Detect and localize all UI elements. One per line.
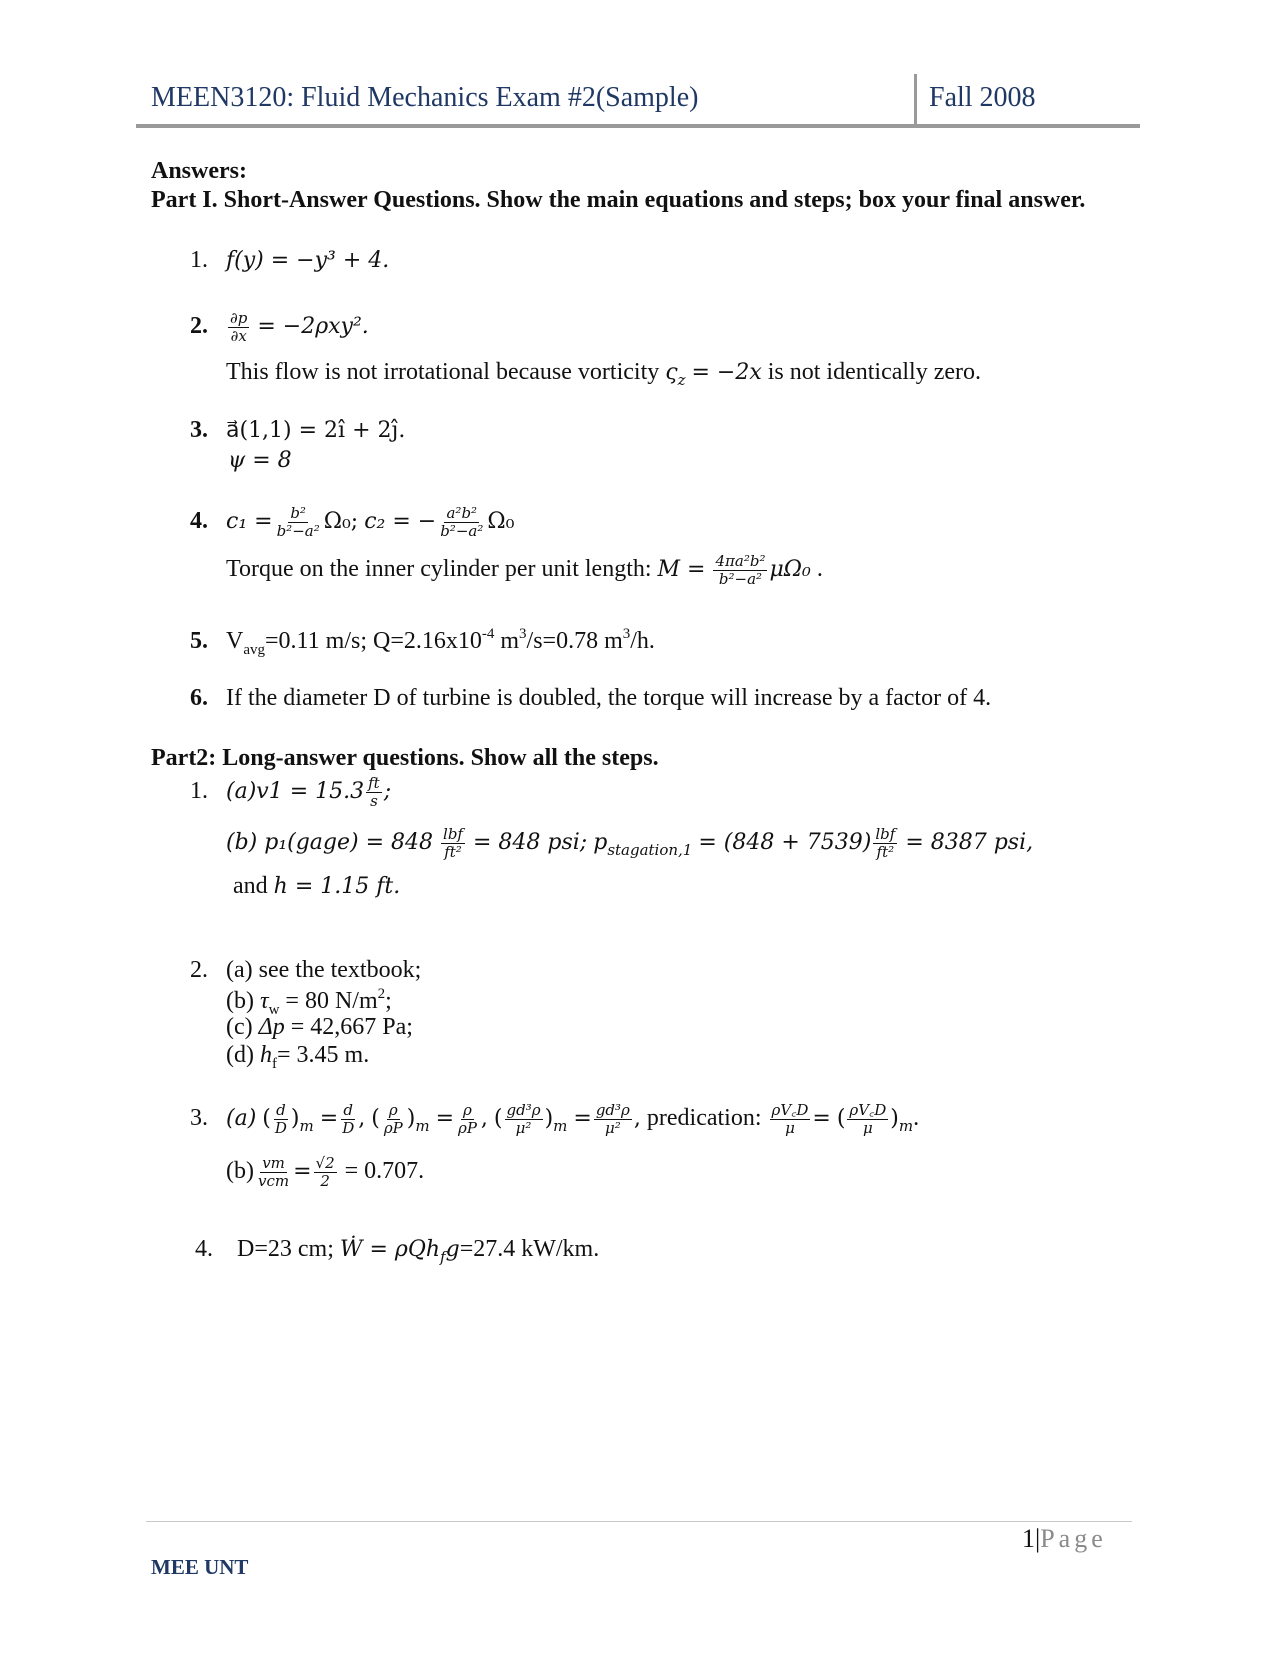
p1-q4-torque-end: . bbox=[816, 556, 823, 583]
header-rule bbox=[136, 124, 1140, 128]
p2-q3-g1-n: d bbox=[276, 1101, 286, 1119]
p1-q2-vort: ς bbox=[665, 360, 678, 385]
p1-q4-c1-denom: b²−a² bbox=[276, 522, 320, 540]
p2-q2-d-rest: = 3.45 m. bbox=[276, 1042, 370, 1068]
p2-q1-a-frac bbox=[366, 775, 382, 810]
p2-q3-g2r bbox=[456, 1102, 479, 1137]
p2-q3-m4: m bbox=[898, 1117, 914, 1136]
p2-q2-b-sup: 2 bbox=[377, 986, 386, 1002]
p1-q4-c1: c₁ = bbox=[226, 509, 273, 535]
p1-q2-equation: = −2ρxy². bbox=[257, 314, 369, 340]
p2-q3-g4 bbox=[770, 1102, 811, 1137]
page-number-value: 1 bbox=[1022, 1524, 1035, 1553]
page-word: Page bbox=[1040, 1524, 1107, 1553]
p2-q3-m2: m bbox=[415, 1117, 430, 1136]
p2-q4-w-g: g bbox=[445, 1237, 460, 1262]
document-title: MEEN3120: Fluid Mechanics Exam #2(Sample) bbox=[151, 82, 699, 113]
page-number-sep: | bbox=[1035, 1524, 1041, 1553]
p1-q4-number: 4. bbox=[190, 508, 208, 535]
p2-q2-c-sym: Δp bbox=[258, 1014, 285, 1040]
p2-q2-d-sub: f bbox=[271, 1056, 277, 1072]
p1-q5-number: 5. bbox=[190, 628, 208, 654]
p1-q6 bbox=[190, 684, 991, 713]
p2-q4-number: 4. bbox=[195, 1236, 213, 1262]
p1-q4-torque-sym: M = bbox=[657, 557, 706, 583]
p1-q5 bbox=[190, 625, 655, 659]
p2-q1-b-frac1 bbox=[441, 826, 465, 861]
p1-q5-v: V bbox=[226, 628, 244, 654]
p2-q3-g3 bbox=[505, 1102, 543, 1137]
p2-q2 bbox=[190, 956, 421, 985]
p1-q4-torque-denom: b²−a² bbox=[718, 570, 763, 588]
p2-q2-c-pre: (c) bbox=[226, 1014, 253, 1040]
p1-q5-cube2: 3 bbox=[622, 626, 631, 642]
p2-q3-g3r-n: gd³ρ bbox=[595, 1101, 630, 1119]
p2-q2-c bbox=[226, 1013, 413, 1042]
p1-q1-answer: f(y) = −y³ + 4. bbox=[226, 248, 390, 273]
p2-q3-b: (b) $\frac{vm}{\text{vcm}}$ = $\frac{√2}{2}$ = 0.707. bbox=[226, 1154, 425, 1190]
p1-q4-torque-frac bbox=[713, 553, 767, 588]
p1-q5-v-rest: =0.11 m/s; Q=2.16x10 bbox=[265, 628, 482, 654]
p1-q2-note bbox=[226, 358, 981, 389]
p2-q2-b-sym: τ bbox=[259, 988, 269, 1014]
document-term: Fall 2008 bbox=[929, 82, 1036, 113]
footer-rule bbox=[146, 1521, 1132, 1522]
p2-q1-c bbox=[233, 872, 400, 901]
p2-q1-a-denom: s bbox=[370, 792, 378, 810]
p2-q4-pre: D=23 cm; bbox=[237, 1236, 334, 1262]
p2-q3-g2r-d: ρP bbox=[458, 1119, 477, 1137]
p1-q4 bbox=[190, 505, 514, 540]
p1-q2-denom: ∂x bbox=[230, 327, 247, 345]
p1-q3 bbox=[190, 416, 405, 445]
p1-q4-c2: c₂ = − bbox=[364, 509, 437, 535]
p2-q1 bbox=[190, 775, 391, 810]
p1-q2-numer: ∂p bbox=[230, 309, 248, 327]
p2-q4 bbox=[195, 1235, 599, 1266]
p2-q1-b-mid: = 848 psi; bbox=[472, 830, 588, 856]
p1-q4-torque-tail: μΩ₀ bbox=[769, 557, 811, 583]
p2-q2-b-rest: = 80 N/m bbox=[279, 988, 378, 1014]
p2-q3-g1r-n: d bbox=[343, 1101, 353, 1119]
p2-q1-b-numer2: lbf bbox=[875, 825, 896, 843]
p2-q1-b-label: (b) p₁(gage) = 848 bbox=[226, 830, 434, 856]
p1-q4-torque-text: Torque on the inner cylinder per unit length: bbox=[226, 556, 652, 583]
p2-q3-g4-n: ρV꜀D bbox=[771, 1101, 809, 1119]
footer-org: MEE UNT bbox=[151, 1555, 249, 1579]
p2-q3-g3r bbox=[594, 1102, 632, 1137]
p2-q1-b-end: = 8387 psi, bbox=[905, 830, 1034, 856]
p1-q6-number: 6. bbox=[190, 685, 208, 711]
p2-q3-a-label: (a) bbox=[226, 1106, 257, 1132]
p2-q1-b-pstag-sub: stagation,1 bbox=[607, 841, 693, 860]
p2-q4-w-sub: f bbox=[440, 1248, 446, 1266]
p2-q3-g1r bbox=[340, 1102, 356, 1137]
p2-q3-g1 bbox=[273, 1102, 289, 1137]
p2-q1-b-denom: ft² bbox=[444, 843, 462, 861]
p2-q3-predication: predication: bbox=[646, 1105, 762, 1132]
p2-q3-b-label: (b) bbox=[226, 1158, 254, 1185]
p2-q3: 3. (a) ( $\frac{d}{D}$ )$_m$ = $\frac{d}{D}$ , ( $\frac{\rho}{\rho P}$ )$_m$ = $\frac{\rho}{\rho P}$ , ( $\frac{\text{gd³ρ}}{\text{μ²}}$ )$_m$ = $\frac{\text{gd³ρ}}{\text{μ²}}$ , predication: $\frac{\rho V꜀D}{\mu}$ = ( $\frac{\rho V꜀D}{\mu}$ )$_m$. bbox=[190, 1101, 920, 1137]
p1-q2-vort-value: = −2x bbox=[691, 360, 762, 385]
p1-q3-line1: a⃗(1,1) = 2î + 2ĵ. bbox=[226, 418, 406, 443]
p2-q3-b-d2: 2 bbox=[320, 1172, 330, 1190]
p1-q5-end: /h. bbox=[630, 628, 655, 654]
p1-q2-vort-sub: z bbox=[677, 371, 686, 389]
p1-q4-c2-tail: Ω₀ bbox=[487, 509, 515, 535]
p2-q3-number: 3. bbox=[190, 1105, 208, 1132]
p1-q4-c2-numer: a²b² bbox=[446, 504, 478, 522]
p1-q5-q-unit: m bbox=[494, 628, 520, 654]
p1-q1-number: 1. bbox=[190, 247, 208, 273]
p2-q3-g2-n: ρ bbox=[388, 1101, 398, 1119]
p2-q1-a-end: ; bbox=[383, 779, 392, 805]
p2-q2-b-end: ; bbox=[385, 988, 392, 1014]
part1-heading: Part I. Short-Answer Questions. Show the main equations and steps; box your final answer. bbox=[151, 187, 1086, 213]
p2-q1-c-eq: h = 1.15 ft. bbox=[273, 874, 401, 899]
p1-q4-c1-tail: Ω₀; bbox=[323, 509, 359, 535]
p2-q2-d bbox=[226, 1041, 369, 1073]
p1-q5-q-rest: /s=0.78 m bbox=[526, 628, 623, 654]
p2-q3-b-frac1 bbox=[256, 1155, 291, 1190]
p2-q3-g1r-d: D bbox=[342, 1119, 355, 1137]
part2-heading: Part2: Long-answer questions. Show all the steps. bbox=[151, 745, 659, 771]
p1-q6-answer: If the diameter D of turbine is doubled, the torque will increase by a factor of 4. bbox=[226, 685, 992, 711]
p2-q1-b-frac2 bbox=[873, 826, 897, 861]
p1-q4-c2-frac bbox=[438, 505, 485, 540]
p1-q4-torque-numer: 4πa²b² bbox=[715, 552, 766, 570]
p2-q3-g2r-n: ρ bbox=[463, 1101, 472, 1119]
p2-q1-a-numer: ft bbox=[368, 774, 380, 792]
p1-q4-c1-numer: b² bbox=[290, 504, 306, 522]
p1-q2-note-text: This flow is not irrotational because vorticity bbox=[226, 359, 660, 385]
p2-q3-b-n2: √2 bbox=[315, 1154, 335, 1172]
p1-q3-line2: ψ = 8 bbox=[228, 448, 292, 473]
p1-q5-cube: 3 bbox=[519, 626, 527, 642]
p2-q3-g4-d: μ bbox=[785, 1119, 795, 1137]
p2-q1-b-numer: lbf bbox=[443, 825, 463, 843]
p2-q3-b-n: vm bbox=[262, 1154, 285, 1172]
p2-q3-g4r-n: ρV꜀D bbox=[849, 1101, 887, 1119]
p2-q1-b-denom2: ft² bbox=[876, 843, 895, 861]
p1-q4-c1-frac bbox=[275, 505, 322, 540]
p1-q5-exp: -4 bbox=[481, 626, 495, 642]
p1-q3-line2-row bbox=[228, 446, 292, 475]
p2-q1-c-and: and bbox=[233, 873, 268, 899]
p1-q1 bbox=[190, 246, 389, 275]
p2-q3-g3-d: μ² bbox=[515, 1119, 532, 1137]
p2-q1-b bbox=[226, 826, 1033, 861]
p2-q3-g4r-d: μ bbox=[862, 1119, 873, 1137]
p2-q4-post: =27.4 kW/km. bbox=[459, 1236, 600, 1262]
p1-q2-number: 2. bbox=[190, 313, 208, 340]
p2-q3-m1: m bbox=[299, 1117, 314, 1136]
p2-q3-b-frac2 bbox=[314, 1155, 337, 1190]
p2-q2-b-pre: (b) bbox=[226, 988, 254, 1014]
p2-q3-g3-n: gd³ρ bbox=[506, 1101, 541, 1119]
page-number bbox=[1022, 1524, 1107, 1554]
p2-q2-number: 2. bbox=[190, 957, 208, 983]
p2-q2-b-sub: w bbox=[268, 1002, 280, 1018]
p1-q3-number: 3. bbox=[190, 417, 208, 443]
p2-q1-b-pstag: p bbox=[593, 830, 608, 856]
p2-q1-a: (a)v1 = 15.3 bbox=[226, 779, 365, 805]
p2-q3-b-d: vcm bbox=[257, 1172, 290, 1190]
p2-q3-g4r bbox=[847, 1102, 888, 1137]
p2-q1-b-eq: = (848 + 7539) bbox=[698, 830, 872, 856]
p1-q4-torque bbox=[226, 553, 823, 588]
p1-q2 bbox=[190, 310, 369, 345]
p2-q2-a: (a) see the textbook; bbox=[226, 957, 422, 983]
p2-q1-number: 1. bbox=[190, 778, 208, 805]
header-separator bbox=[914, 74, 917, 126]
p2-q3-g2-d: ρP bbox=[383, 1119, 403, 1137]
p2-q2-d-pre: (d) bbox=[226, 1042, 254, 1068]
p2-q3-g2 bbox=[382, 1102, 405, 1137]
p2-q2-d-sym: h bbox=[259, 1042, 272, 1068]
p2-q3-m3: m bbox=[553, 1117, 568, 1136]
p2-q3-g1-d: D bbox=[274, 1119, 287, 1137]
p1-q5-v-sub: avg bbox=[243, 642, 266, 658]
p2-q4-w: Ẇ = ρQh bbox=[339, 1237, 441, 1262]
p1-q2-note-end: is not identically zero. bbox=[767, 359, 982, 385]
p1-q2-fraction bbox=[228, 310, 249, 345]
p2-q2-c-rest: = 42,667 Pa; bbox=[284, 1014, 413, 1040]
answers-heading: Answers: bbox=[151, 158, 247, 184]
p1-q4-c2-denom: b²−a² bbox=[440, 522, 484, 540]
p2-q3-g3r-d: μ² bbox=[604, 1119, 621, 1137]
p2-q3-b-end: = 0.707. bbox=[344, 1158, 425, 1185]
